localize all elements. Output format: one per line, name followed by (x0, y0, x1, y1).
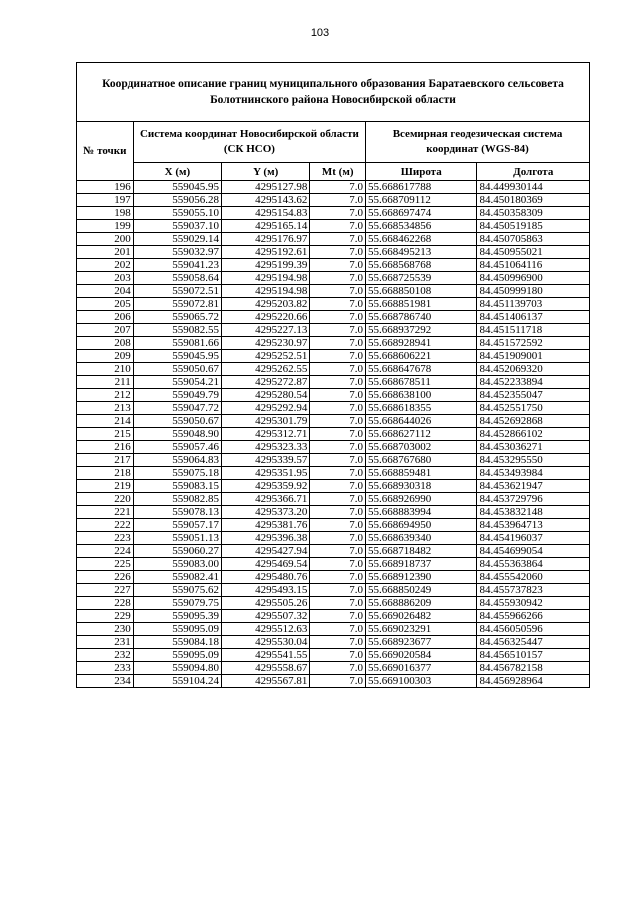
point-number-cell: 209 (77, 350, 134, 363)
latitude-cell: 55.668703002 (366, 441, 477, 454)
table-row (77, 636, 590, 649)
x-cell: 559072.51 (133, 285, 221, 298)
x-cell: 559051.13 (133, 532, 221, 545)
x-cell: 559054.21 (133, 376, 221, 389)
x-cell: 559032.97 (133, 246, 221, 259)
y-cell: 4295558.67 (222, 662, 310, 675)
longitude-cell: 84.450955021 (477, 246, 590, 259)
point-number-cell: 202 (77, 259, 134, 272)
y-cell: 4295373.20 (222, 506, 310, 519)
x-cell: 559049.79 (133, 389, 221, 402)
x-cell: 559083.15 (133, 480, 221, 493)
mt-cell: 7.0 (310, 285, 366, 298)
longitude-cell: 84.451909001 (477, 350, 590, 363)
table-row (77, 337, 590, 350)
latitude-cell: 55.668644026 (366, 415, 477, 428)
longitude-cell: 84.449930144 (477, 181, 590, 194)
table-row (77, 363, 590, 376)
point-number-cell: 227 (77, 584, 134, 597)
point-number-cell: 231 (77, 636, 134, 649)
x-cell: 559060.27 (133, 545, 221, 558)
point-number-cell: 214 (77, 415, 134, 428)
mt-cell: 7.0 (310, 324, 366, 337)
mt-cell: 7.0 (310, 428, 366, 441)
point-number-cell: 206 (77, 311, 134, 324)
point-number-cell: 223 (77, 532, 134, 545)
x-cell: 559083.00 (133, 558, 221, 571)
y-cell: 4295312.71 (222, 428, 310, 441)
longitude-cell: 84.454699054 (477, 545, 590, 558)
point-number-cell: 220 (77, 493, 134, 506)
y-cell: 4295252.51 (222, 350, 310, 363)
mt-cell: 7.0 (310, 506, 366, 519)
x-cell: 559045.95 (133, 350, 221, 363)
latitude-cell: 55.668918737 (366, 558, 477, 571)
mt-cell: 7.0 (310, 363, 366, 376)
point-number-cell: 210 (77, 363, 134, 376)
y-cell: 4295505.26 (222, 597, 310, 610)
y-cell: 4295262.55 (222, 363, 310, 376)
table-row (77, 506, 590, 519)
header-longitude: Долгота (477, 163, 590, 181)
point-number-cell: 212 (77, 389, 134, 402)
table-row (77, 298, 590, 311)
latitude-cell: 55.668627112 (366, 428, 477, 441)
latitude-cell: 55.668725539 (366, 272, 477, 285)
latitude-cell: 55.668912390 (366, 571, 477, 584)
y-cell: 4295512.63 (222, 623, 310, 636)
table-row (77, 285, 590, 298)
longitude-cell: 84.451139703 (477, 298, 590, 311)
point-number-cell: 199 (77, 220, 134, 233)
mt-cell: 7.0 (310, 246, 366, 259)
mt-cell: 7.0 (310, 597, 366, 610)
y-cell: 4295359.92 (222, 480, 310, 493)
y-cell: 4295530.04 (222, 636, 310, 649)
latitude-cell: 55.668639340 (366, 532, 477, 545)
longitude-cell: 84.453621947 (477, 480, 590, 493)
point-number-cell: 224 (77, 545, 134, 558)
y-cell: 4295154.83 (222, 207, 310, 220)
point-number-cell: 232 (77, 649, 134, 662)
table-row (77, 194, 590, 207)
y-cell: 4295381.76 (222, 519, 310, 532)
header-world-system: Всемирная геодезическая система координат (WGS-84) (366, 122, 590, 163)
x-cell: 559048.90 (133, 428, 221, 441)
point-number-cell: 205 (77, 298, 134, 311)
longitude-cell: 84.453832148 (477, 506, 590, 519)
y-cell: 4295480.76 (222, 571, 310, 584)
point-number-cell: 225 (77, 558, 134, 571)
y-cell: 4295143.62 (222, 194, 310, 207)
point-number-cell: 234 (77, 675, 134, 688)
table-row (77, 415, 590, 428)
longitude-cell: 84.452692868 (477, 415, 590, 428)
x-cell: 559064.83 (133, 454, 221, 467)
y-cell: 4295292.94 (222, 402, 310, 415)
longitude-cell: 84.451406137 (477, 311, 590, 324)
header-point-number: № точки (77, 122, 134, 181)
mt-cell: 7.0 (310, 675, 366, 688)
y-cell: 4295194.98 (222, 285, 310, 298)
longitude-cell: 84.456510157 (477, 649, 590, 662)
point-number-cell: 201 (77, 246, 134, 259)
latitude-cell: 55.668859481 (366, 467, 477, 480)
table-row (77, 259, 590, 272)
latitude-cell: 55.668495213 (366, 246, 477, 259)
x-cell: 559058.64 (133, 272, 221, 285)
mt-cell: 7.0 (310, 610, 366, 623)
table-row (77, 545, 590, 558)
longitude-cell: 84.450996900 (477, 272, 590, 285)
y-cell: 4295127.98 (222, 181, 310, 194)
latitude-cell: 55.668886209 (366, 597, 477, 610)
latitude-cell: 55.669026482 (366, 610, 477, 623)
mt-cell: 7.0 (310, 272, 366, 285)
mt-cell: 7.0 (310, 454, 366, 467)
point-number-cell: 216 (77, 441, 134, 454)
table-row (77, 402, 590, 415)
point-number-cell: 211 (77, 376, 134, 389)
mt-cell: 7.0 (310, 311, 366, 324)
point-number-cell: 215 (77, 428, 134, 441)
table-row (77, 181, 590, 194)
table-row (77, 558, 590, 571)
longitude-cell: 84.453964713 (477, 519, 590, 532)
table-row (77, 493, 590, 506)
latitude-cell: 55.668462268 (366, 233, 477, 246)
longitude-cell: 84.456050596 (477, 623, 590, 636)
mt-cell: 7.0 (310, 415, 366, 428)
latitude-cell: 55.668928941 (366, 337, 477, 350)
table-row (77, 246, 590, 259)
latitude-cell: 55.668534856 (366, 220, 477, 233)
y-cell: 4295230.97 (222, 337, 310, 350)
mt-cell: 7.0 (310, 350, 366, 363)
y-cell: 4295192.61 (222, 246, 310, 259)
point-number-cell: 218 (77, 467, 134, 480)
y-cell: 4295427.94 (222, 545, 310, 558)
y-cell: 4295541.55 (222, 649, 310, 662)
x-cell: 559050.67 (133, 415, 221, 428)
longitude-cell: 84.452551750 (477, 402, 590, 415)
document-title: Координатное описание границ муниципального образования Баратаевского сельсовета Болотнинского района Новосибирской области (77, 63, 590, 122)
longitude-cell: 84.456928964 (477, 675, 590, 688)
x-cell: 559075.18 (133, 467, 221, 480)
point-number-cell: 196 (77, 181, 134, 194)
coordinates-table (76, 62, 590, 688)
mt-cell: 7.0 (310, 545, 366, 558)
latitude-cell: 55.668850249 (366, 584, 477, 597)
point-number-cell: 221 (77, 506, 134, 519)
longitude-cell: 84.454196037 (477, 532, 590, 545)
longitude-cell: 84.453729796 (477, 493, 590, 506)
x-cell: 559081.66 (133, 337, 221, 350)
table-row (77, 649, 590, 662)
mt-cell: 7.0 (310, 220, 366, 233)
x-cell: 559057.17 (133, 519, 221, 532)
mt-cell: 7.0 (310, 558, 366, 571)
y-cell: 4295301.79 (222, 415, 310, 428)
latitude-cell: 55.668718482 (366, 545, 477, 558)
x-cell: 559045.95 (133, 181, 221, 194)
latitude-cell: 55.669100303 (366, 675, 477, 688)
mt-cell: 7.0 (310, 571, 366, 584)
longitude-cell: 84.455363864 (477, 558, 590, 571)
table-row (77, 467, 590, 480)
latitude-cell: 55.668850108 (366, 285, 477, 298)
x-cell: 559065.72 (133, 311, 221, 324)
point-number-cell: 203 (77, 272, 134, 285)
longitude-cell: 84.455930942 (477, 597, 590, 610)
y-cell: 4295165.14 (222, 220, 310, 233)
mt-cell: 7.0 (310, 402, 366, 415)
mt-cell: 7.0 (310, 532, 366, 545)
mt-cell: 7.0 (310, 480, 366, 493)
y-cell: 4295339.57 (222, 454, 310, 467)
table-row (77, 350, 590, 363)
longitude-cell: 84.452069320 (477, 363, 590, 376)
y-cell: 4295366.71 (222, 493, 310, 506)
point-number-cell: 207 (77, 324, 134, 337)
y-cell: 4295227.13 (222, 324, 310, 337)
table-row (77, 311, 590, 324)
mt-cell: 7.0 (310, 259, 366, 272)
header-x: X (м) (133, 163, 221, 181)
x-cell: 559104.24 (133, 675, 221, 688)
x-cell: 559095.39 (133, 610, 221, 623)
y-cell: 4295203.82 (222, 298, 310, 311)
x-cell: 559082.55 (133, 324, 221, 337)
table-row (77, 428, 590, 441)
header-mt: Mt (м) (310, 163, 366, 181)
point-number-cell: 208 (77, 337, 134, 350)
header-latitude: Широта (366, 163, 477, 181)
longitude-cell: 84.450519185 (477, 220, 590, 233)
latitude-cell: 55.668767680 (366, 454, 477, 467)
y-cell: 4295469.54 (222, 558, 310, 571)
point-number-cell: 197 (77, 194, 134, 207)
y-cell: 4295280.54 (222, 389, 310, 402)
latitude-cell: 55.668606221 (366, 350, 477, 363)
y-cell: 4295351.95 (222, 467, 310, 480)
x-cell: 559095.09 (133, 649, 221, 662)
mt-cell: 7.0 (310, 519, 366, 532)
longitude-cell: 84.456325447 (477, 636, 590, 649)
longitude-cell: 84.450705863 (477, 233, 590, 246)
table-row (77, 324, 590, 337)
x-cell: 559041.23 (133, 259, 221, 272)
latitude-cell: 55.669016377 (366, 662, 477, 675)
longitude-cell: 84.451572592 (477, 337, 590, 350)
mt-cell: 7.0 (310, 649, 366, 662)
table-row (77, 584, 590, 597)
table-row (77, 272, 590, 285)
latitude-cell: 55.668678511 (366, 376, 477, 389)
table-row (77, 233, 590, 246)
point-number-cell: 233 (77, 662, 134, 675)
latitude-cell: 55.668926990 (366, 493, 477, 506)
longitude-cell: 84.450180369 (477, 194, 590, 207)
latitude-cell: 55.668930318 (366, 480, 477, 493)
longitude-cell: 84.455737823 (477, 584, 590, 597)
x-cell: 559072.81 (133, 298, 221, 311)
latitude-cell: 55.668617788 (366, 181, 477, 194)
point-number-cell: 226 (77, 571, 134, 584)
mt-cell: 7.0 (310, 207, 366, 220)
longitude-cell: 84.456782158 (477, 662, 590, 675)
x-cell: 559056.28 (133, 194, 221, 207)
mt-cell: 7.0 (310, 337, 366, 350)
latitude-cell: 55.669023291 (366, 623, 477, 636)
mt-cell: 7.0 (310, 194, 366, 207)
x-cell: 559057.46 (133, 441, 221, 454)
table-row (77, 480, 590, 493)
point-number-cell: 228 (77, 597, 134, 610)
table-row (77, 597, 590, 610)
header-y: Y (м) (222, 163, 310, 181)
y-cell: 4295220.66 (222, 311, 310, 324)
y-cell: 4295323.33 (222, 441, 310, 454)
point-number-cell: 217 (77, 454, 134, 467)
point-number-cell: 200 (77, 233, 134, 246)
y-cell: 4295272.87 (222, 376, 310, 389)
longitude-cell: 84.451064116 (477, 259, 590, 272)
table-row (77, 532, 590, 545)
table-body (77, 181, 590, 688)
table-row (77, 610, 590, 623)
y-cell: 4295567.81 (222, 675, 310, 688)
table-row (77, 571, 590, 584)
point-number-cell: 229 (77, 610, 134, 623)
table-row (77, 441, 590, 454)
x-cell: 559079.75 (133, 597, 221, 610)
latitude-cell: 55.668851981 (366, 298, 477, 311)
mt-cell: 7.0 (310, 662, 366, 675)
x-cell: 559082.41 (133, 571, 221, 584)
longitude-cell: 84.455966266 (477, 610, 590, 623)
point-number-cell: 198 (77, 207, 134, 220)
latitude-cell: 55.668923677 (366, 636, 477, 649)
point-number-cell: 204 (77, 285, 134, 298)
mt-cell: 7.0 (310, 389, 366, 402)
mt-cell: 7.0 (310, 298, 366, 311)
longitude-cell: 84.453295550 (477, 454, 590, 467)
latitude-cell: 55.668618355 (366, 402, 477, 415)
mt-cell: 7.0 (310, 181, 366, 194)
x-cell: 559055.10 (133, 207, 221, 220)
longitude-cell: 84.450358309 (477, 207, 590, 220)
mt-cell: 7.0 (310, 636, 366, 649)
x-cell: 559075.62 (133, 584, 221, 597)
x-cell: 559082.85 (133, 493, 221, 506)
latitude-cell: 55.668883994 (366, 506, 477, 519)
y-cell: 4295199.39 (222, 259, 310, 272)
x-cell: 559094.80 (133, 662, 221, 675)
point-number-cell: 219 (77, 480, 134, 493)
longitude-cell: 84.450999180 (477, 285, 590, 298)
x-cell: 559047.72 (133, 402, 221, 415)
header-local-system: Система координат Новосибирской области (СК НСО) (133, 122, 365, 163)
table-row (77, 623, 590, 636)
longitude-cell: 84.453493984 (477, 467, 590, 480)
latitude-cell: 55.669020584 (366, 649, 477, 662)
table-row (77, 376, 590, 389)
mt-cell: 7.0 (310, 623, 366, 636)
longitude-cell: 84.452866102 (477, 428, 590, 441)
point-number-cell: 230 (77, 623, 134, 636)
table-row (77, 220, 590, 233)
latitude-cell: 55.668709112 (366, 194, 477, 207)
table-row (77, 519, 590, 532)
latitude-cell: 55.668694950 (366, 519, 477, 532)
x-cell: 559029.14 (133, 233, 221, 246)
mt-cell: 7.0 (310, 493, 366, 506)
longitude-cell: 84.452233894 (477, 376, 590, 389)
y-cell: 4295176.97 (222, 233, 310, 246)
latitude-cell: 55.668568768 (366, 259, 477, 272)
x-cell: 559084.18 (133, 636, 221, 649)
table-row (77, 454, 590, 467)
latitude-cell: 55.668647678 (366, 363, 477, 376)
longitude-cell: 84.451511718 (477, 324, 590, 337)
latitude-cell: 55.668697474 (366, 207, 477, 220)
point-number-cell: 213 (77, 402, 134, 415)
point-number-cell: 222 (77, 519, 134, 532)
mt-cell: 7.0 (310, 584, 366, 597)
table-row (77, 207, 590, 220)
y-cell: 4295194.98 (222, 272, 310, 285)
x-cell: 559037.10 (133, 220, 221, 233)
latitude-cell: 55.668638100 (366, 389, 477, 402)
mt-cell: 7.0 (310, 441, 366, 454)
latitude-cell: 55.668937292 (366, 324, 477, 337)
x-cell: 559095.09 (133, 623, 221, 636)
table-row (77, 675, 590, 688)
longitude-cell: 84.453036271 (477, 441, 590, 454)
table-row (77, 389, 590, 402)
x-cell: 559078.13 (133, 506, 221, 519)
mt-cell: 7.0 (310, 376, 366, 389)
longitude-cell: 84.452355047 (477, 389, 590, 402)
page-number: 103 (310, 27, 330, 39)
mt-cell: 7.0 (310, 467, 366, 480)
table-row (77, 662, 590, 675)
latitude-cell: 55.668786740 (366, 311, 477, 324)
mt-cell: 7.0 (310, 233, 366, 246)
y-cell: 4295507.32 (222, 610, 310, 623)
y-cell: 4295396.38 (222, 532, 310, 545)
y-cell: 4295493.15 (222, 584, 310, 597)
longitude-cell: 84.455542060 (477, 571, 590, 584)
x-cell: 559050.67 (133, 363, 221, 376)
